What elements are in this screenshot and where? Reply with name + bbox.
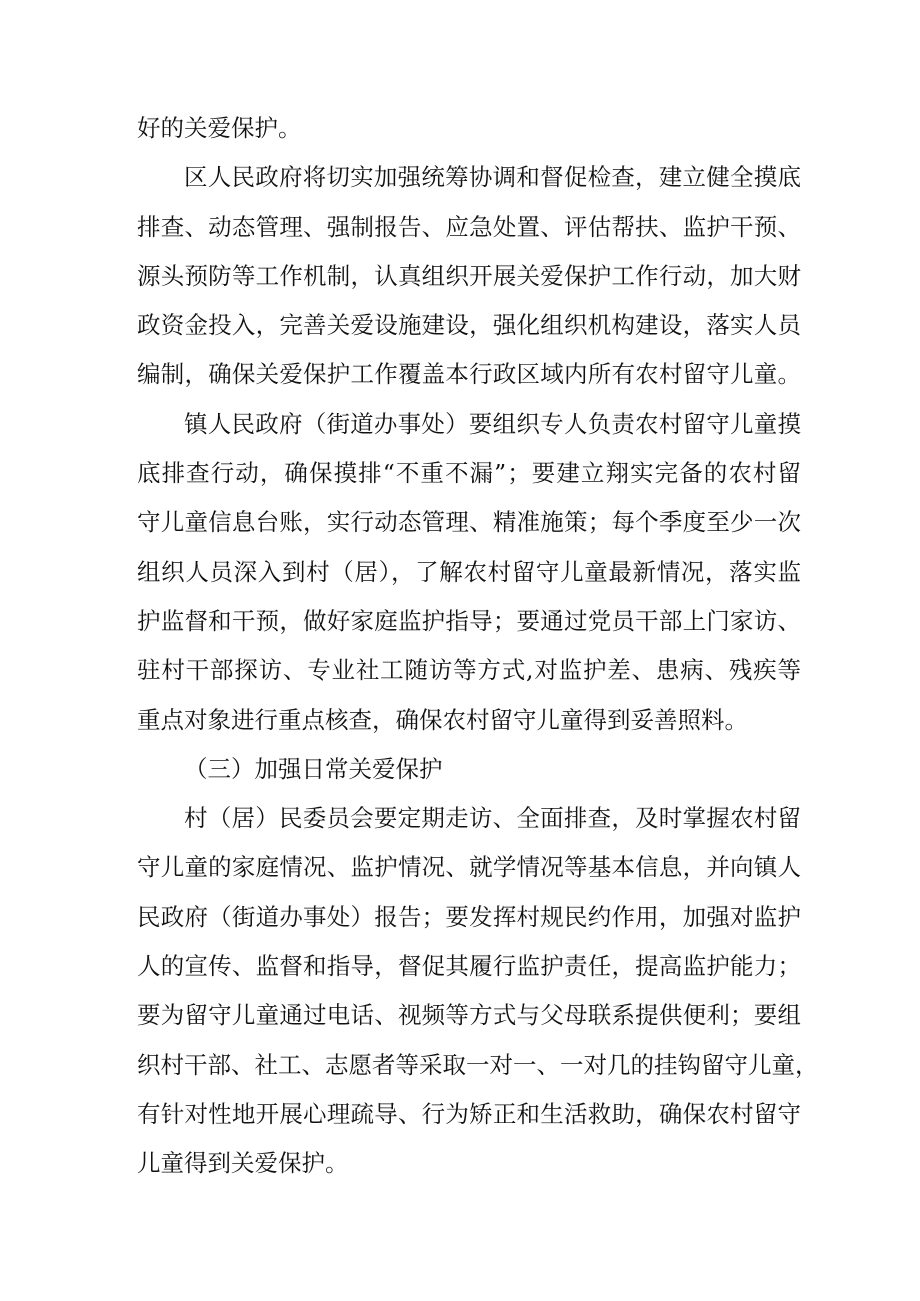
text-line-content: 驻村干部探访、专业社工随访等方式,对监护差、患病、残疾等: [137, 656, 802, 685]
text-line-content: 政资金投入，完善关爱设施建设，强化组织机构建设，落实人员: [137, 311, 802, 340]
document-body: [137, 104, 819, 1189]
text-line-content: 镇人民政府（街道办事处）要组织专人负责农村留守儿童摸: [184, 409, 802, 438]
text-line-content: 守儿童信息台账，实行动态管理、精准施策；每个季度至少一次: [137, 508, 802, 537]
text-line-content: 守儿童的家庭情况、监护情况、就学情况等基本信息，并向镇人: [137, 853, 802, 882]
text-line: [137, 252, 801, 301]
text-line-content: 护监督和干预，做好家庭监护指导；要通过党员干部上门家访、: [137, 606, 802, 635]
text-line: [137, 1090, 801, 1139]
text-line-content: 人的宣传、监督和指导，督促其履行监护责任，提高监护能力；: [137, 952, 802, 981]
text-line: [137, 597, 801, 646]
text-line-content: 儿童得到关爱保护。: [137, 1149, 349, 1178]
text-line-content: 要为留守儿童通过电话、视频等方式与父母联系提供便利；要组: [137, 1001, 802, 1030]
section-heading-line: [137, 745, 801, 794]
text-line: [137, 646, 801, 695]
text-line-content: 编制，确保关爱保护工作覆盖本行政区域内所有农村留守儿童。: [137, 360, 802, 389]
text-line: [137, 498, 801, 547]
text-line-content: 底排查行动，确保摸排“不重不漏”；要建立翔实完备的农村留: [137, 459, 803, 488]
text-line-content: 好的关爱保护。: [137, 114, 302, 142]
text-line: [137, 301, 801, 350]
text-line-content: 重点对象进行重点核查，确保农村留守儿童得到妥善照料。: [137, 705, 748, 734]
text-line-content: 村（居）民委员会要定期走访、全面排查，及时掌握农村留: [184, 804, 802, 833]
text-line: [137, 449, 801, 498]
text-line-content: 源头预防等工作机制，认真组织开展关爱保护工作行动，加大财: [137, 261, 802, 290]
text-line: [137, 153, 801, 202]
text-line: [137, 942, 801, 991]
text-line-content: 组织人员深入到村（居），了解农村留守儿童最新情况，落实监: [137, 557, 802, 586]
text-line: [137, 203, 801, 252]
text-line: [137, 1041, 819, 1090]
text-line: [137, 893, 801, 942]
text-line-content: 有针对性地开展心理疏导、行为矫正和生活救助，确保农村留守: [137, 1099, 802, 1128]
text-line-content: 织村干部、社工、志愿者等采取一对一、一对几的挂钩留守儿童，: [137, 1050, 819, 1079]
text-line: [137, 350, 801, 399]
text-line: [137, 104, 801, 153]
text-line: [137, 794, 801, 843]
text-line: [137, 696, 801, 745]
text-line: [137, 991, 801, 1040]
text-line-content: 区人民政府将切实加强统筹协调和督促检查，建立健全摸底: [184, 163, 802, 192]
text-line: [137, 843, 801, 892]
text-line: [137, 548, 801, 597]
text-line: [137, 400, 801, 449]
text-line: [137, 1139, 801, 1188]
section-heading: （三）加强日常关爱保护: [184, 754, 443, 783]
text-line-content: 排查、动态管理、强制报告、应急处置、评估帮扶、监护干预、: [137, 212, 802, 241]
text-line-content: 民政府（街道办事处）报告；要发挥村规民约作用，加强对监护: [137, 902, 802, 931]
